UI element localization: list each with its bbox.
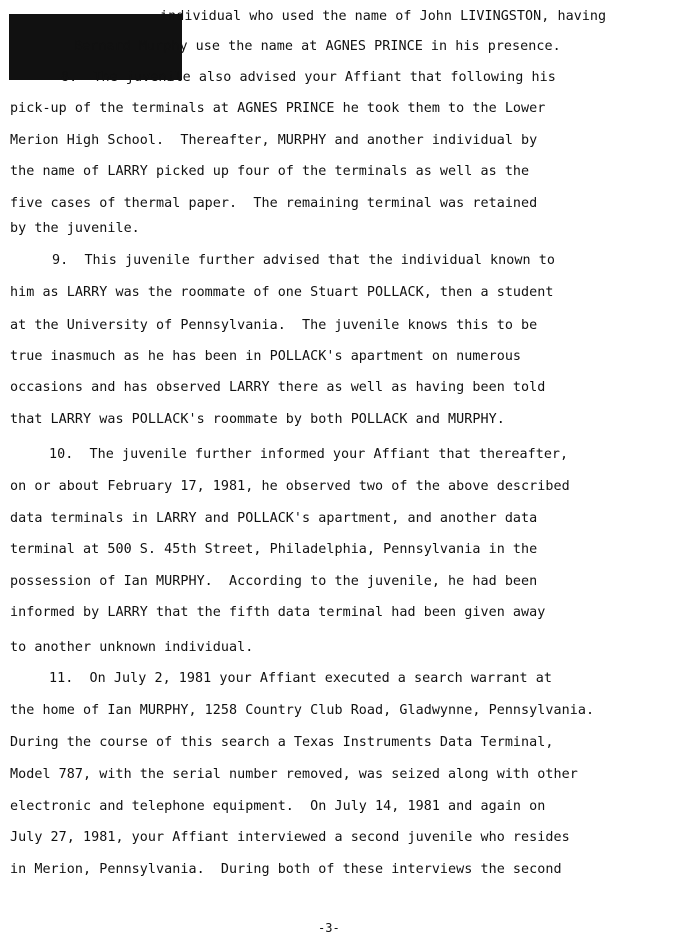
text-line-28: in Merion, Pennsylvania. During both of these interviews the second xyxy=(10,862,562,877)
text-line-27: July 27, 1981, your Affiant interviewed a second juvenile who resides xyxy=(10,830,570,845)
text-line-18: terminal at 500 S. 45th Street, Philadelphia, Pennsylvania in the xyxy=(10,542,538,557)
text-line-10: him as LARRY was the roommate of one Stuart POLLACK, then a student xyxy=(10,285,554,300)
text-line-4: pick-up of the terminals at AGNES PRINCE he took them to the Lower xyxy=(10,101,546,116)
text-line-20: informed by LARRY that the fifth data terminal had been given away xyxy=(10,605,546,620)
text-line-14: that LARRY was POLLACK's roommate by both POLLACK and MURPHY. xyxy=(10,412,505,427)
text-line-26: electronic and telephone equipment. On July 14, 1981 and again on xyxy=(10,799,546,814)
text-line-6: the name of LARRY picked up four of the terminals as well as the xyxy=(10,164,530,179)
text-line-5: Merion High School. Thereafter, MURPHY and another individual by xyxy=(10,133,538,148)
text-line-2: Bernard Murphy use the name at AGNES PRINCE in his presence. xyxy=(74,39,561,54)
text-line-19: possession of Ian MURPHY. According to the juvenile, he had been xyxy=(10,574,538,589)
paragraph-10-line-1: 10. The juvenile further informed your Affiant that thereafter, xyxy=(49,447,569,462)
text-line-17: data terminals in LARRY and POLLACK's apartment, and another data xyxy=(10,511,538,526)
text-line-11: at the University of Pennsylvania. The juvenile knows this to be xyxy=(10,318,538,333)
paragraph-8-line-1: 8. The juvenile also advised your Affiant that following his xyxy=(61,70,556,85)
text-line-24: During the course of this search a Texas Instruments Data Terminal, xyxy=(10,735,554,750)
text-line-8: by the juvenile. xyxy=(10,221,140,236)
text-line-7: five cases of thermal paper. The remaining terminal was retained xyxy=(10,196,538,211)
text-line-16: on or about February 17, 1981, he observed two of the above described xyxy=(10,479,570,494)
paragraph-9-line-1: 9. This juvenile further advised that the individual known to xyxy=(52,253,555,268)
text-line-21: to another unknown individual. xyxy=(10,640,254,655)
text-line-1: individual who used the name of John LIVINGSTON, having xyxy=(160,9,607,24)
text-line-12: true inasmuch as he has been in POLLACK's apartment on numerous xyxy=(10,349,522,364)
text-line-23: the home of Ian MURPHY, 1258 Country Club Road, Gladwynne, Pennsylvania. xyxy=(10,703,595,718)
text-line-13: occasions and has observed LARRY there as well as having been told xyxy=(10,380,546,395)
paragraph-11-line-1: 11. On July 2, 1981 your Affiant executed a search warrant at xyxy=(49,671,552,686)
page-number: -3- xyxy=(318,921,340,935)
text-line-25: Model 787, with the serial number removed, was seized along with other xyxy=(10,767,578,782)
